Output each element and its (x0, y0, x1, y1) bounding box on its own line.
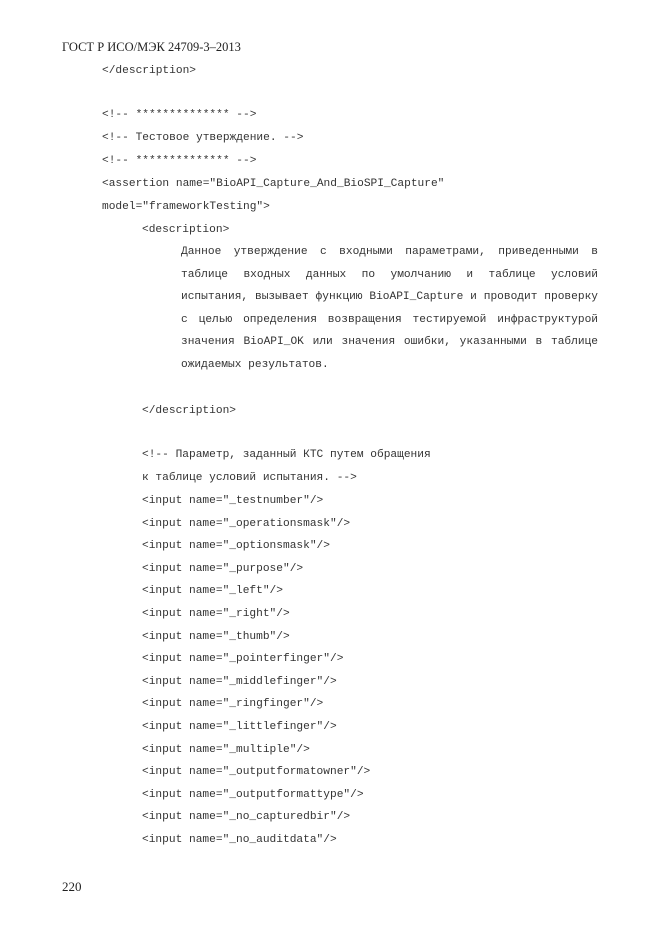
code-input-line: <input name="_outputformattype"/> (142, 788, 364, 801)
code-input-line: <input name="_middlefinger"/> (142, 675, 337, 688)
code-comment-test-assertion: <!-- Тестовое утверждение. --> (102, 132, 304, 144)
code-line-description-close: </description> (102, 65, 196, 77)
code-input-line: <input name="_outputformatowner"/> (142, 766, 371, 779)
page-header: ГОСТ Р ИСО/МЭК 24709-3–2013 (62, 40, 241, 54)
code-comment-param: <!-- Параметр, заданный КТС путем обращения (142, 449, 431, 461)
code-description-close: </description> (142, 405, 236, 417)
code-input-line: <input name="_optionsmask"/> (142, 540, 330, 553)
code-input-line: <input name="_multiple"/> (142, 743, 310, 756)
description-paragraph: Данное утверждение с входными параметрами, приведенными в таблице входных данных по умолчанию и таблице условий испытания, вызывает функцию BioAPI_Capture и проводит проверку с целью определения возвращения тестируемой инфраструктурой значения BioAPI_OK или значения ошибки, указанными в таблице ожидаемых результатов. (181, 246, 598, 371)
code-assertion-model: model="frameworkTesting"> (102, 201, 270, 213)
code-comment-stars: <!-- ************** --> (102, 109, 257, 121)
code-input-line: <input name="_purpose"/> (142, 562, 304, 575)
code-input-line: <input name="_operationsmask"/> (142, 517, 351, 530)
code-input-line: <input name="_pointerfinger"/> (142, 653, 344, 666)
code-input-line: <input name="_thumb"/> (142, 630, 290, 643)
page-number: 220 (62, 879, 82, 894)
code-input-line: <input name="_no_auditdata"/> (142, 834, 337, 846)
code-comment-param: к таблице условий испытания. --> (142, 472, 357, 484)
code-input-line: <input name="_ringfinger"/> (142, 698, 324, 711)
code-input-line: <input name="_littlefinger"/> (142, 721, 337, 733)
code-assertion-open: <assertion name="BioAPI_Capture_And_BioSPI_Capture" (102, 178, 445, 190)
code-input-line: <input name="_right"/> (142, 608, 290, 620)
code-input-line: <input name="_testnumber"/> (142, 495, 324, 507)
code-description-open: <description> (142, 224, 230, 236)
code-input-line: <input name="_left"/> (142, 585, 283, 598)
code-comment-stars: <!-- ************** --> (102, 155, 257, 167)
code-input-line: <input name="_no_capturedbir"/> (142, 811, 351, 824)
